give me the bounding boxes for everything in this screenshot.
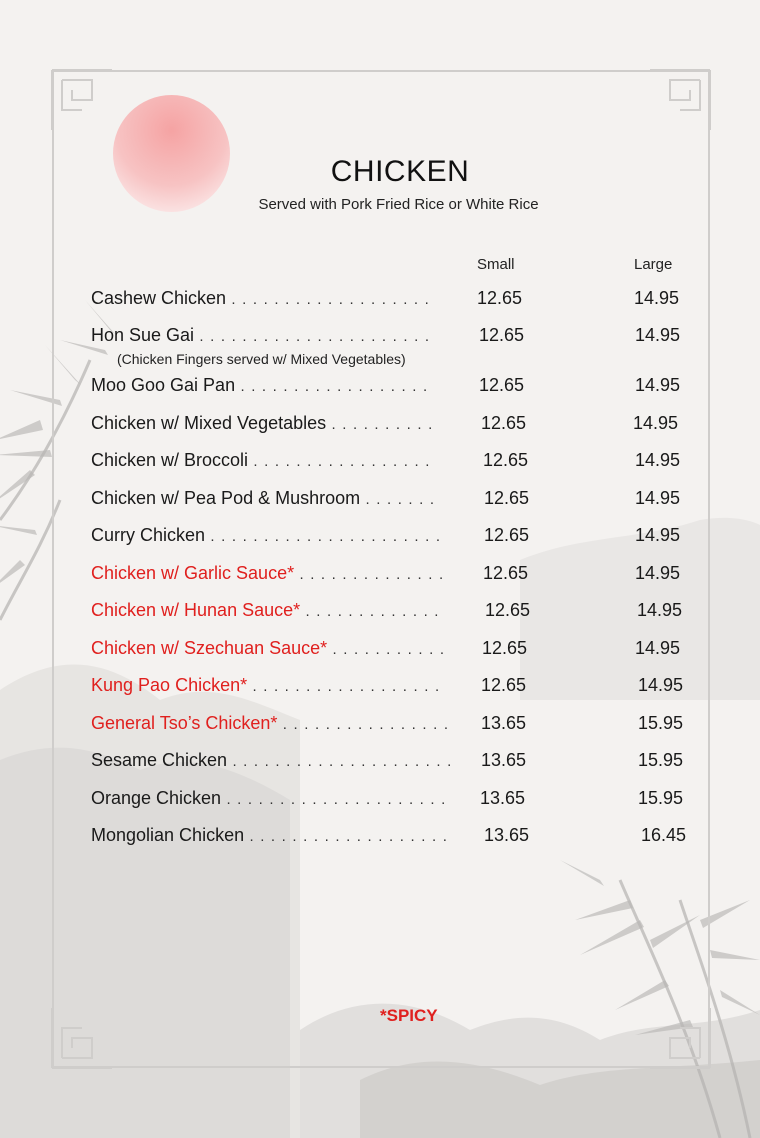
price-large: 14.95 — [638, 675, 684, 695]
menu-item — [91, 288, 430, 309]
dot-leader: . . . . . . . . . . — [326, 416, 434, 433]
price-large: 14.95 — [635, 488, 681, 508]
dot-leader: . . . . . . . . . . . . . . . . . . — [247, 678, 441, 695]
column-header-large: Large — [634, 256, 673, 273]
menu-item-name: Chicken w/ Mixed Vegetables — [91, 413, 327, 433]
dot-leader: . . . . . . . . . . . . . . . . . . — [235, 378, 429, 395]
menu-item-name: Chicken w/ Pea Pod & Mushroom — [91, 488, 361, 508]
menu-item — [91, 600, 440, 621]
price-large: 14.95 — [635, 325, 681, 345]
menu-item — [91, 325, 430, 346]
dot-leader: . . . . . . . . . . . — [327, 641, 446, 658]
price-small: 12.65 — [481, 675, 527, 695]
price-small: 12.65 — [483, 450, 529, 470]
menu-item-name: Cashew Chicken — [91, 288, 227, 308]
menu-item — [91, 413, 433, 434]
section-subtitle: Served with Pork Fried Rice or White Rice — [258, 196, 539, 213]
red-sun-decoration — [113, 95, 230, 212]
menu-item — [91, 788, 447, 809]
price-large: 14.95 — [635, 638, 681, 658]
price-large: 15.95 — [638, 713, 684, 733]
price-large: 14.95 — [637, 600, 683, 620]
spicy-legend: *SPICY — [380, 1006, 438, 1025]
price-large: 16.45 — [641, 825, 687, 845]
menu-item — [91, 375, 428, 396]
price-small: 13.65 — [481, 713, 527, 733]
menu-item — [91, 750, 453, 771]
menu-item-name: General Tso’s Chicken* — [91, 713, 278, 733]
price-small: 13.65 — [480, 788, 526, 808]
menu-item — [91, 525, 441, 546]
menu-item-note: (Chicken Fingers served w/ Mixed Vegetables) — [117, 351, 406, 367]
price-small: 12.65 — [482, 638, 528, 658]
price-small: 12.65 — [477, 288, 523, 308]
price-large: 14.95 — [635, 525, 681, 545]
menu-item-name: Chicken w/ Szechuan Sauce* — [91, 638, 328, 658]
price-small: 13.65 — [481, 750, 527, 770]
price-large: 14.95 — [635, 563, 681, 583]
price-small: 13.65 — [484, 825, 530, 845]
menu-item-name: Sesame Chicken — [91, 750, 228, 770]
menu-item — [91, 638, 445, 659]
menu-item-name: Curry Chicken — [91, 525, 206, 545]
menu-item-name: Hon Sue Gai — [91, 325, 195, 345]
price-small: 12.65 — [484, 488, 530, 508]
dot-leader: . . . . . . . . . . . . . . — [294, 566, 445, 583]
dot-leader: . . . . . . . . . . . . . . . . . . . — [244, 828, 449, 845]
menu-item — [91, 825, 448, 846]
price-large: 14.95 — [633, 413, 679, 433]
menu-item — [91, 488, 435, 509]
dot-leader: . . . . . . . . . . . . . . . . . . . . . — [221, 791, 447, 808]
menu-item-name: Chicken w/ Garlic Sauce* — [91, 563, 295, 583]
dot-leader: . . . . . . . . . . . . . . . . . . . . . . — [205, 528, 442, 545]
menu-item-name: Moo Goo Gai Pan — [91, 375, 236, 395]
menu-item-name: Chicken w/ Hunan Sauce* — [91, 600, 301, 620]
column-header-small: Small — [477, 256, 515, 273]
menu-item — [91, 675, 440, 696]
menu-item — [91, 450, 431, 471]
menu-item-name: Chicken w/ Broccoli — [91, 450, 249, 470]
price-small: 12.65 — [485, 600, 531, 620]
dot-leader: . . . . . . . — [360, 491, 436, 508]
section-title: CHICKEN — [330, 155, 470, 188]
dot-leader: . . . . . . . . . . . . . . . . . . . — [226, 291, 431, 308]
menu-item — [91, 713, 449, 734]
price-small: 12.65 — [484, 525, 530, 545]
price-large: 14.95 — [635, 375, 681, 395]
dot-leader: . . . . . . . . . . . . . — [300, 603, 440, 620]
price-large: 14.95 — [635, 450, 681, 470]
dot-leader: . . . . . . . . . . . . . . . . . — [248, 453, 431, 470]
dot-leader: . . . . . . . . . . . . . . . . . . . . . — [227, 753, 453, 770]
menu-item — [91, 563, 444, 584]
menu-item-name: Kung Pao Chicken* — [91, 675, 248, 695]
price-small: 12.65 — [479, 375, 525, 395]
menu-item-name: Orange Chicken — [91, 788, 222, 808]
price-large: 14.95 — [634, 288, 680, 308]
dot-leader: . . . . . . . . . . . . . . . . — [277, 716, 450, 733]
price-large: 15.95 — [638, 750, 684, 770]
dot-leader: . . . . . . . . . . . . . . . . . . . . . . — [194, 328, 431, 345]
menu-item-name: Mongolian Chicken — [91, 825, 245, 845]
price-large: 15.95 — [638, 788, 684, 808]
price-small: 12.65 — [479, 325, 525, 345]
price-small: 12.65 — [481, 413, 527, 433]
price-small: 12.65 — [483, 563, 529, 583]
